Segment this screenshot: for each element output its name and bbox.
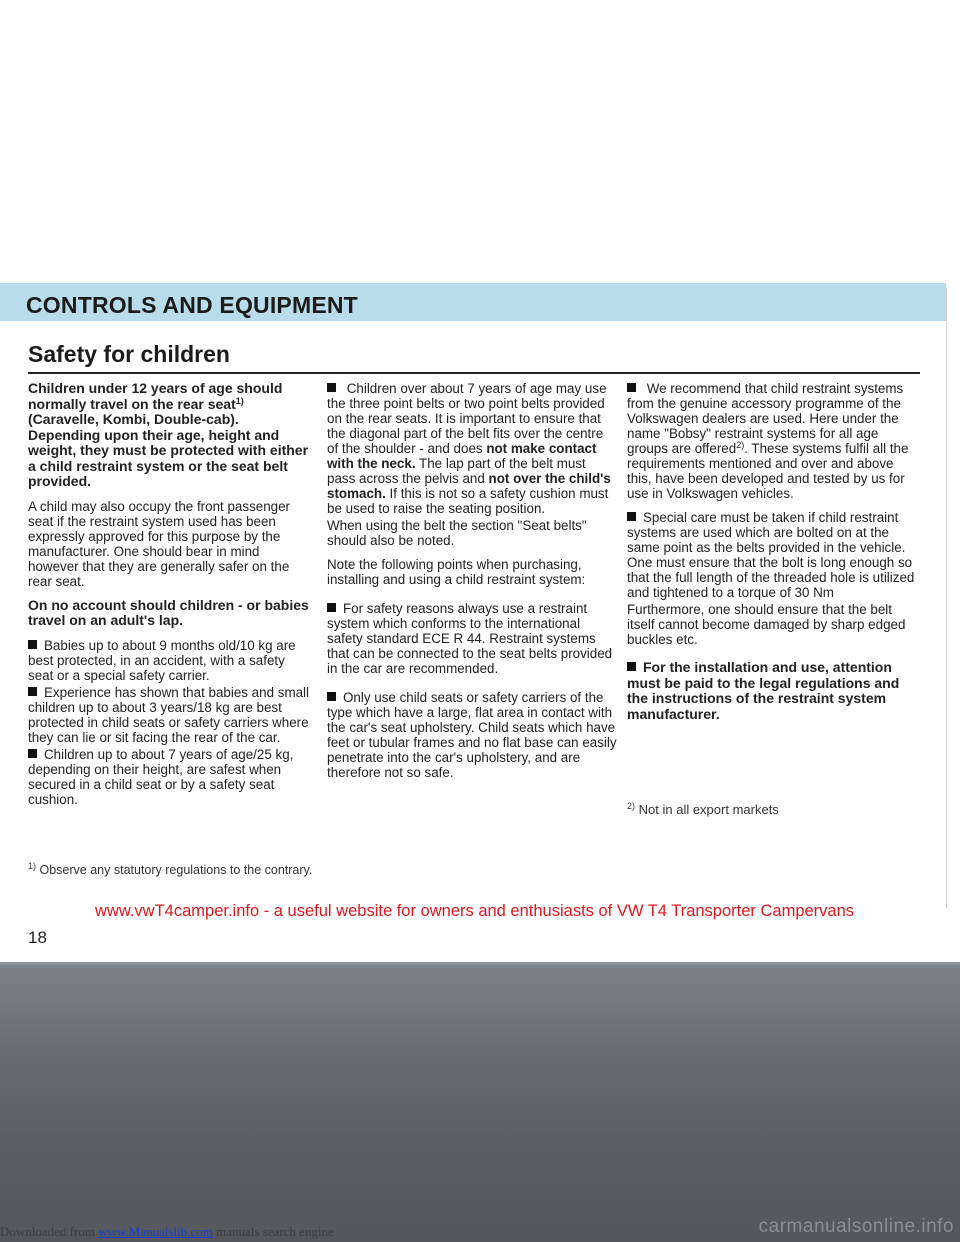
bullet-babies [28, 638, 310, 683]
bolted-text: Special care must be taken if child restraint systems are used which are bolted on at the same point as the belts provided in the vehicle. One must ensure that the bolt is long enough so that the full length of the threaded hole is utilized and tightened to a torque of 30 Nm [627, 510, 915, 600]
bullet-bobsy [627, 381, 921, 501]
footnote-ref-2: 2) [736, 440, 745, 450]
bullet-children-7 [28, 747, 310, 807]
footnote-ref-1: 1) [235, 395, 244, 406]
page-number: 18 [28, 928, 47, 947]
seat-belts-note: When using the belt the section "Seat belts" should also be noted. [327, 518, 587, 548]
bullet-children-7-text: Children up to about 7 years of age/25 kg, depending on their height, are safest when secured in a child seat or by a safety seat cushion. [28, 746, 294, 807]
footnote-2-text: Not in all export markets [638, 802, 779, 817]
bullet-belts [327, 381, 617, 516]
bullet-babies-text: Babies up to about 9 months old/10 kg are best protected, in an accident, with a safety seat or a special safety carrier. [28, 637, 296, 683]
bullet-flat-base [327, 690, 617, 780]
footnote-1 [28, 863, 318, 878]
belts-text-b: The lap part of the belt must pass across the pelvis and [327, 456, 586, 486]
bullet-small-children [28, 685, 310, 745]
bullet-ece-text: For safety reasons always use a restraint system which conforms to the international safety standard ECE R 44. Restraint systems that can be connected to the seat belts provided in the car are recommended. [327, 601, 613, 676]
purchase-note: Note the following points when purchasing, installing and using a child restraint system: [327, 557, 586, 587]
section-divider [28, 372, 920, 374]
front-seat-paragraph: A child may also occupy the front passenger seat if the restraint system used has been expressly approved for this purpose by the manufacturer. One should bear in mind however that they are generally safer on the rear seat. [28, 498, 291, 589]
warning-paragraph: On no account should children - or babies travel on an adult's lap. [28, 596, 309, 628]
legal-text: For the installation and use, attention must be paid to the legal regulations and the instructions of the restraint system manufacturer. [627, 659, 900, 722]
manualslib-link[interactable]: www.Manualslib.com [98, 1224, 213, 1239]
column-2 [327, 381, 617, 789]
belts-bold-stomach: not over the child's stomach. [327, 471, 611, 501]
belts-bold-neck: not make contact with the neck. [327, 441, 597, 471]
bullet-flat-base-text: Only use child seats or safety carriers of the type which have a large, flat area in contact with the car's seat upholstery. Child seats which have feet or tubular frames and no flat base can easily penetrate into the car's upholstery, and are therefore not so safe. [327, 690, 617, 780]
watermark: carmanualsonline.info [758, 1216, 954, 1237]
footnote-2-marker: 2) [627, 801, 636, 811]
section-title: Safety for children [28, 341, 230, 367]
chapter-header-bar [0, 283, 946, 321]
bullet-ece [327, 601, 617, 676]
buckles-note: Furthermore, one should ensure that the belt itself cannot become damaged by sharp edged buckles etc. [627, 602, 906, 647]
column-3 [627, 381, 921, 731]
footnote-2 [627, 802, 779, 817]
intro-text-b: (Caravelle, Kombi, Double-cab). Depending upon their age, height and weight, they must be protected with either a child restraint system or the seat belt provided. [28, 411, 309, 489]
website-banner-link[interactable]: www.vwT4camper.info - a useful website for owners and enthusiasts of VW T4 Transporter Campervans [95, 902, 855, 920]
belts-text-a: Children over about 7 years of age may use the three point belts or two point belts provided on the rear seats. It is important to ensure that the diagonal part of the belt fits over the centre of the shoulder - and does [327, 381, 607, 456]
scan-background [0, 965, 960, 1242]
bobsy-text-b: . These systems fulfil all the requirements mentioned and over and above this, have been developed and tested by us for use in Volkswagen vehicles. [627, 441, 909, 501]
footnote-1-text: Observe any statutory regulations to the contrary. [39, 863, 313, 877]
download-suffix: manuals search engine [216, 1224, 334, 1239]
intro-text-a: Children under 12 years of age should normally travel on the rear seat [28, 380, 283, 412]
column-1 [28, 381, 310, 816]
footnote-1-marker: 1) [28, 861, 37, 871]
bullet-legal [627, 660, 921, 722]
bullet-bolted [627, 510, 921, 600]
download-footer [0, 1224, 334, 1240]
blank-top-area [0, 0, 960, 262]
bobsy-text-a: We recommend that child restraint systems from the genuine accessory programme of the Volkswagen dealers are used. Here under the name "Bobsy" restraint systems for all age groups are offered [627, 381, 904, 456]
bullet-small-children-text: Experience has shown that babies and small children up to about 3 years/18 kg are best protected in child seats or safety carriers where they can lie or sit facing the rear of the car. [28, 684, 309, 745]
download-prefix: Downloaded from [0, 1224, 95, 1239]
page-edge-rule [946, 288, 947, 908]
belts-text-c: If this is not so a safety cushion must be used to raise the seating position. [327, 486, 609, 516]
chapter-title: CONTROLS AND EQUIPMENT [26, 292, 358, 318]
intro-paragraph [28, 381, 310, 490]
